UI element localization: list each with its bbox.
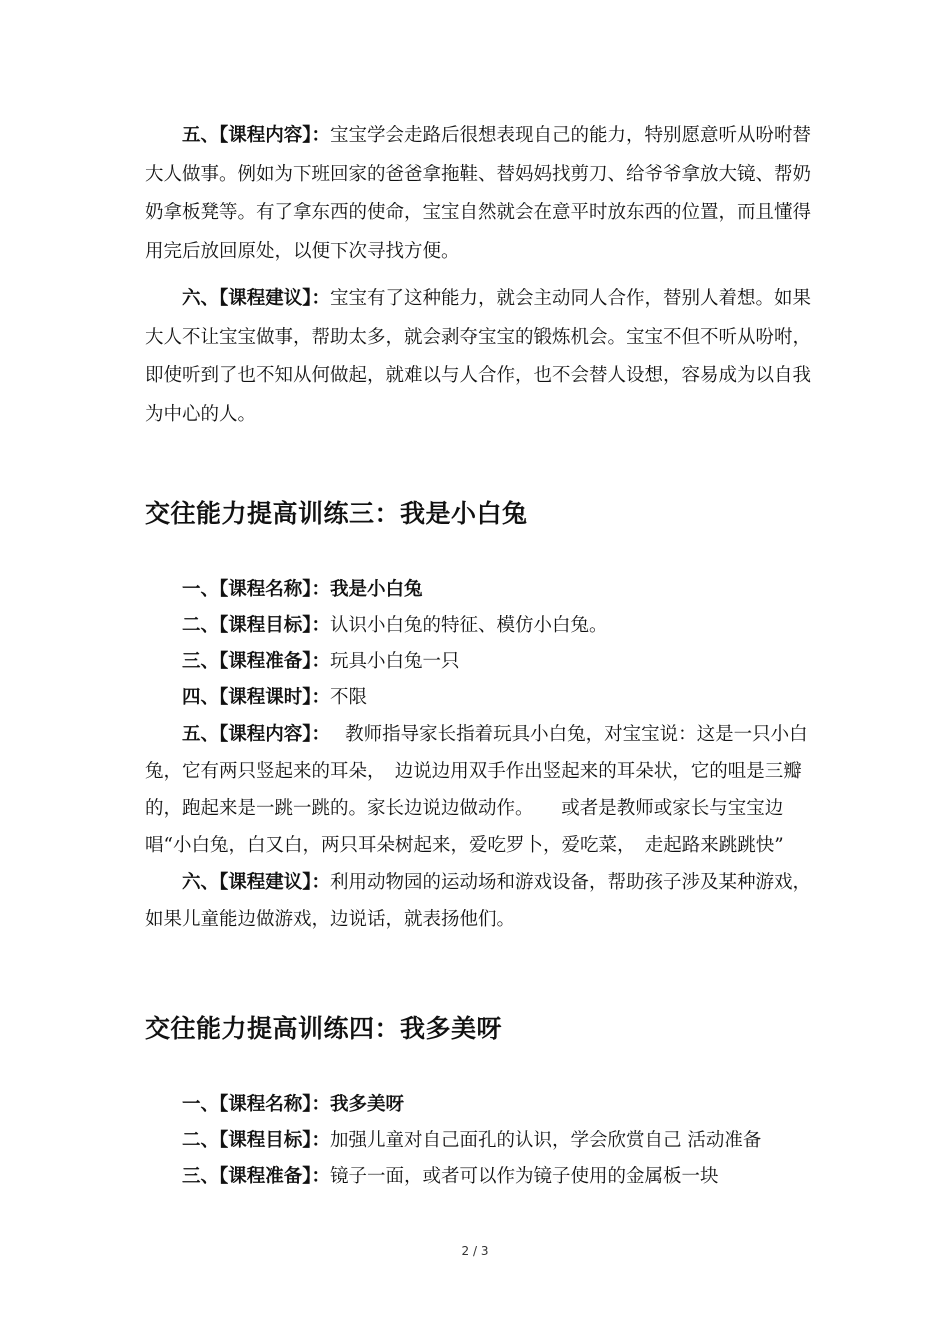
section4-item-goal <box>145 1123 813 1159</box>
section3-item-prep <box>145 644 813 680</box>
prev-section <box>145 117 813 434</box>
section3-body <box>145 572 813 938</box>
item-label: 四、【课程课时】： <box>182 687 331 708</box>
paragraph-course-advice <box>145 280 813 434</box>
advice-label: 六、【课程建议】： <box>182 288 331 309</box>
item-label: 二、【课程目标】： <box>182 615 331 636</box>
item-label: 二、【课程目标】： <box>182 1130 331 1151</box>
section3-content <box>145 716 813 864</box>
section4-item-prep <box>145 1159 813 1195</box>
section3-title: 交往能力提高训练三：我是小白兔 <box>145 499 528 528</box>
item-text: 认识小白兔的特征、模仿小白兔。 <box>330 615 608 636</box>
advice-text: 利用动物园的运动场和游戏设备，帮助孩子涉及某种游戏，如果儿童能边做游戏，边说话，就表扬他们。 <box>145 872 812 930</box>
section3-item-name <box>145 572 813 608</box>
section3-item-hours <box>145 680 813 716</box>
content-text: 宝宝学会走路后很想表现自己的能力，特别愿意听从吩咐替大人做事。例如为下班回家的爸爸拿拖鞋、替妈妈找剪刀、给爷爷拿放大镜、帮奶奶拿板凳等。有了拿东西的使命，宝宝自然就会在意平时放东西的位置，而且懂得用完后放回原处，以便下次寻找方便。 <box>145 125 812 262</box>
item-text: 玩具小白兔一只 <box>330 651 460 672</box>
content-label: 五、【课程内容】： <box>182 125 331 146</box>
section3-advice <box>145 864 813 938</box>
item-label: 一、【课程名称】： <box>182 1094 331 1115</box>
advice-text: 宝宝有了这种能力，就会主动同人合作，替别人着想。如果大人不让宝宝做事，帮助太多，就会剥夺宝宝的锻炼机会。宝宝不但不听从吩咐，即使听到了也不知从何做起，就难以与人合作，也不会替人设想，容易成为以自我为中心的人。 <box>145 288 812 425</box>
section3-item-goal <box>145 608 813 644</box>
section4-body <box>145 1087 813 1195</box>
item-text: 镜子一面，或者可以作为镜子使用的金属板一块 <box>330 1166 719 1187</box>
section4-title: 交往能力提高训练四：我多美呀 <box>145 1014 503 1043</box>
item-text: 不限 <box>330 687 368 708</box>
paragraph-course-content <box>145 117 813 271</box>
item-label: 三、【课程准备】： <box>182 1166 331 1187</box>
section4-item-name <box>145 1087 813 1123</box>
advice-label: 六、【课程建议】： <box>182 872 331 893</box>
item-text: 我多美呀 <box>330 1094 405 1115</box>
item-text: 加强儿童对自己面孔的认识，学会欣赏自己 活动准备 <box>330 1130 762 1151</box>
item-label: 一、【课程名称】： <box>182 579 331 600</box>
content-label: 五、【课程内容】： <box>182 724 321 745</box>
item-text: 我是小白兔 <box>330 579 423 600</box>
item-label: 三、【课程准备】： <box>182 651 331 672</box>
content-text: 教师指导家长指着玩具小白兔，对宝宝说：这是一只小白兔，它有两只竖起来的耳朵， 边说边用双手作出竖起来的耳朵状，它的咀是三瓣的，跑起来是一跳一跳的。家长边说边做动作。 或者是教师或家长与宝宝边唱“小白兔，白又白，两只耳朵树起来，爱吃罗卜，爱吃菜， 走起路来跳跳快” <box>145 724 808 856</box>
page-number: 2 / 3 <box>461 1244 489 1258</box>
